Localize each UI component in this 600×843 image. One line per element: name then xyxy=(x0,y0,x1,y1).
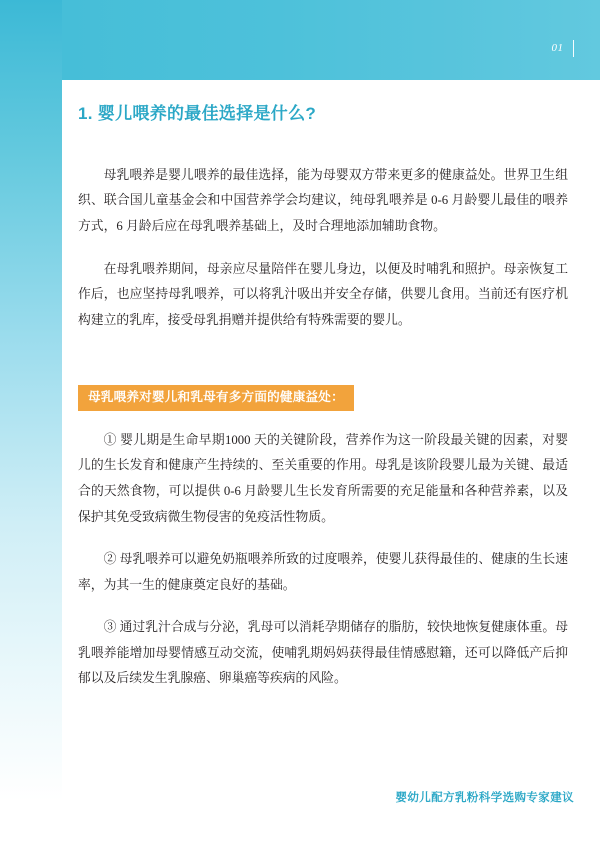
page-number-group xyxy=(552,38,575,58)
page-title: 1. 婴儿喂养的最佳选择是什么? xyxy=(78,104,317,123)
left-gradient-band xyxy=(0,0,62,843)
benefit-item: ① 婴儿期是生命早期1000 天的关键阶段，营养作为这一阶段最关键的因素，对婴儿的生长发育和健康产生持续的、至关重要的作用。母乳是该阶段婴儿最为关键、最适合的天然食物，可以提供 0-6 月龄婴儿生长发育所需要的充足能量和各种营养素，以及保护其免受致病微生物侵害的免疫活性物质。 xyxy=(78,432,568,524)
content-sheet xyxy=(62,80,600,843)
benefit-item: ② 母乳喂养可以避免奶瓶喂养所致的过度喂养，使婴儿获得最佳的、健康的生长速率，为其一生的健康奠定良好的基础。 xyxy=(78,552,568,592)
paragraph: 母乳喂养是婴儿喂养的最佳选择，能为母婴双方带来更多的健康益处。世界卫生组织、联合国儿童基金会和中国营养学会均建议，纯母乳喂养是 0-6 月龄婴儿最佳的喂养方式，6 月龄后应在母乳喂养基础上，及时合理地添加辅助食物。 xyxy=(78,167,568,233)
highlight-row xyxy=(78,359,568,410)
header-band xyxy=(0,0,600,80)
paragraph: 在母乳喂养期间，母亲应尽量陪伴在婴儿身边，以便及时哺乳和照护。母亲恢复工作后，也应坚持母乳喂养，可以将乳汁吸出并安全存储，供婴儿食用。当前还有医疗机构建立的乳库，接受母乳捐赠并提供给有特殊需要的婴儿。 xyxy=(78,261,568,327)
page-number-divider xyxy=(573,40,575,57)
content-body xyxy=(78,102,568,692)
benefit-item: ③ 通过乳汁合成与分泌，乳母可以消耗孕期储存的脂肪，较快地恢复健康体重。母乳喂养能增加母婴情感互动交流，使哺乳期妈妈获得最佳情感慰籍，还可以降低产后抑郁以及后续发生乳腺癌、卵巢癌等疾病的风险。 xyxy=(78,620,568,686)
header-band-inner xyxy=(62,0,600,80)
highlight-banner: 母乳喂养对婴儿和乳母有多方面的健康益处： xyxy=(78,385,354,410)
footer-text: 婴幼儿配方乳粉科学选购专家建议 xyxy=(395,792,574,804)
page-number: 01 xyxy=(551,42,564,54)
